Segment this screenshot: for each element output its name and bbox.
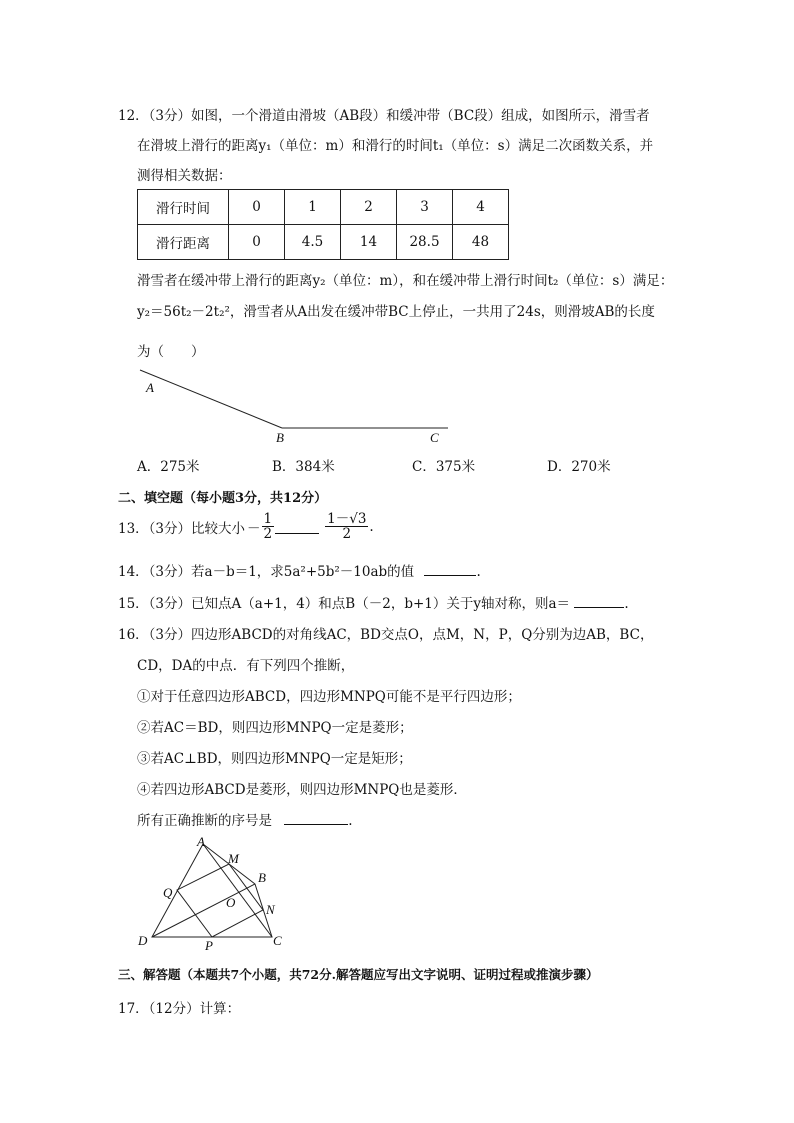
q16-item-2: ②若AC＝BD，则四边形MNPQ一定是菱形； bbox=[137, 720, 413, 736]
q12-line1: 12．（3分）如图，一个滑道由滑坡（AB段）和缓冲带（BC段）组成，如图所示，滑雪者 bbox=[118, 108, 650, 124]
q15-answer-blank[interactable] bbox=[574, 607, 624, 608]
label-a: A bbox=[197, 834, 205, 849]
quadrilateral-figure bbox=[130, 832, 300, 954]
q13-fraction-2: $\frac{1-√3}{2}$ bbox=[327, 511, 367, 543]
table-cell: 0 bbox=[229, 225, 285, 260]
q16-item-1: ①对于任意四边形ABCD，四边形MNPQ可能不是平行四边形； bbox=[137, 689, 521, 705]
table-header-distance: 滑行距离 bbox=[138, 225, 229, 260]
q12-line4: 滑雪者在缓冲带上滑行的距离y₂（单位：m），和在缓冲带上滑行时间t₂（单位：s）满足： bbox=[137, 273, 674, 289]
q16-ask-text: 所有正确推断的序号是 bbox=[137, 813, 272, 829]
q12-line6: 为（ ） bbox=[137, 344, 205, 360]
q12-line5: y₂＝56t₂－2t₂²，滑雪者从A出发在缓冲带BC上停止，一共用了24s，则滑坡AB的长度 bbox=[137, 304, 655, 320]
label-n: N bbox=[266, 902, 275, 917]
q16-item-3: ③若AC⊥BD，则四边形MNPQ一定是矩形； bbox=[137, 751, 412, 767]
option-a: A．275米 bbox=[137, 459, 200, 475]
table-cell: 4.5 bbox=[285, 225, 341, 260]
point-c-label: C bbox=[430, 430, 439, 445]
table-cell: 28.5 bbox=[397, 225, 453, 260]
slope-ab-line bbox=[140, 370, 282, 428]
point-a-label: A bbox=[146, 380, 154, 395]
table-cell: 0 bbox=[229, 190, 285, 225]
q16-line1: 16．（3分）四边形ABCD的对角线AC，BD交点O，点M，N，P，Q分别为边AB，BC， bbox=[118, 627, 654, 643]
table-row bbox=[138, 190, 509, 225]
label-p: P bbox=[205, 938, 213, 953]
option-c: C．375米 bbox=[412, 459, 476, 475]
q13-fraction-1: $\frac{1}{2}$ bbox=[263, 511, 273, 543]
q16-ask: 所有正确推断的序号是 . bbox=[137, 813, 353, 829]
quad-mnpq bbox=[177, 864, 263, 937]
table-cell: 48 bbox=[453, 225, 509, 260]
label-c: C bbox=[273, 933, 282, 948]
q14-text: 14．（3分）若a－b＝1，求5a²+5b²－10ab的值 bbox=[118, 564, 415, 580]
q12-data-table bbox=[137, 189, 509, 260]
q14: 14．（3分）若a－b＝1，求5a²+5b²－10ab的值 . bbox=[118, 564, 481, 580]
q13: 13．（3分）比较大小 － $\frac{1}{2}$ $\frac{1-√3}{2}$ . bbox=[118, 511, 374, 543]
q15-text: 15．（3分）已知点A（a+1，4）和点B（－2，b+1）关于y轴对称，则a＝ bbox=[118, 596, 571, 612]
q13-answer-blank[interactable] bbox=[275, 533, 319, 534]
label-o: O bbox=[226, 895, 236, 910]
q15: 15．（3分）已知点A（a+1，4）和点B（－2，b+1）关于y轴对称，则a＝ . bbox=[118, 596, 629, 612]
option-d: D．270米 bbox=[547, 459, 611, 475]
table-row bbox=[138, 225, 509, 260]
q14-answer-blank[interactable] bbox=[424, 575, 476, 576]
table-header-time: 滑行时间 bbox=[138, 190, 229, 225]
table-cell: 1 bbox=[285, 190, 341, 225]
q13-prefix: 13．（3分）比较大小 bbox=[118, 520, 246, 537]
label-d: D bbox=[138, 933, 148, 948]
q13-end: . bbox=[369, 518, 374, 535]
section-2-heading: 二、填空题（每小题3分，共12分） bbox=[118, 491, 328, 506]
label-m: M bbox=[228, 851, 239, 866]
label-b: B bbox=[258, 870, 266, 885]
slope-figure bbox=[130, 362, 460, 447]
q16-line2: CD，DA的中点．有下列四个推断， bbox=[137, 658, 355, 674]
option-b: B．384米 bbox=[272, 459, 335, 475]
label-q: Q bbox=[163, 885, 173, 900]
section-3-heading: 三、解答题（本题共7个小题，共72分.解答题应写出文字说明、证明过程或推演步骤） bbox=[118, 967, 599, 982]
table-cell: 4 bbox=[453, 190, 509, 225]
q12-line3: 测得相关数据： bbox=[137, 168, 232, 184]
point-b-label: B bbox=[276, 430, 284, 445]
q17: 17．（12分）计算： bbox=[118, 1001, 241, 1017]
table-cell: 2 bbox=[341, 190, 397, 225]
q16-item-4: ④若四边形ABCD是菱形，则四边形MNPQ也是菱形． bbox=[137, 782, 467, 798]
q16-answer-blank[interactable] bbox=[284, 824, 348, 825]
table-cell: 3 bbox=[397, 190, 453, 225]
table-cell: 14 bbox=[341, 225, 397, 260]
q12-line2: 在滑坡上滑行的距离y₁（单位：m）和滑行的时间t₁（单位：s）满足二次函数关系，并 bbox=[137, 138, 654, 154]
